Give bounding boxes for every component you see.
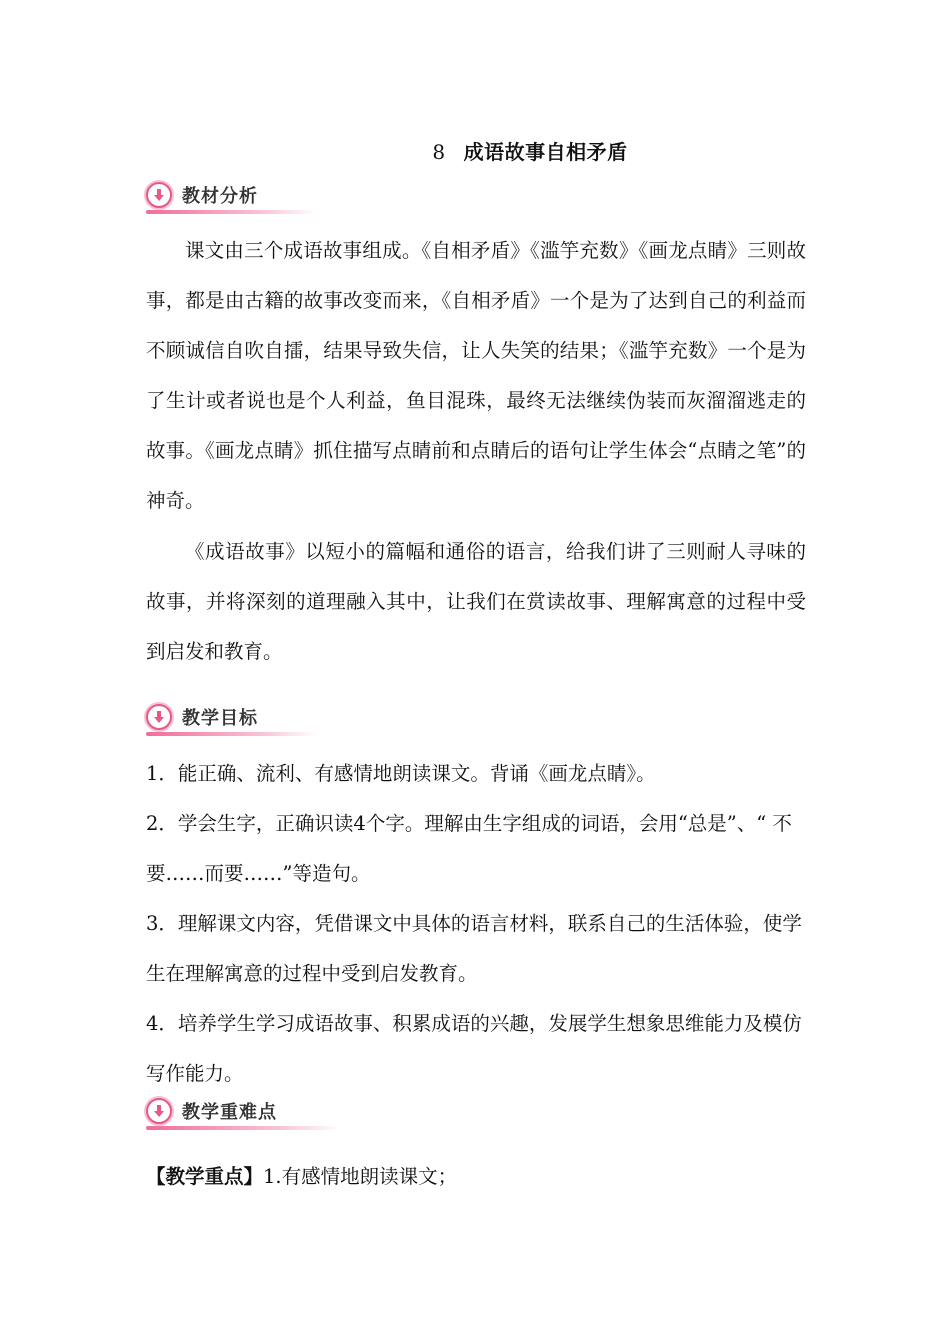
section-header-analysis bbox=[146, 178, 258, 212]
analysis-paragraph-1: 课文由三个成语故事组成。《自相矛盾》《滥竽充数》《画龙点睛》三则故事，都是由古籍的故事改变而来，《自相矛盾》一个是为了达到自己的利益而不顾诚信自吹自擂，结果导致失信，让人失笑的结果；《滥竽充数》一个是为了生计或者说也是个人利益，鱼目混珠，最终无法继续伪装而灰溜溜逃走的故事。《画龙点睛》抓住描写点睛前和点睛后的语句让学生体会“点睛之笔”的神奇。 bbox=[146, 239, 806, 512]
section-title: 教材分析 bbox=[182, 186, 258, 207]
key-point-line bbox=[146, 1152, 457, 1202]
down-arrow-icon bbox=[146, 1098, 172, 1124]
key-point-tag: 【教学重点】 bbox=[146, 1165, 264, 1188]
objective-item: 2．学会生字，正确识读4个字。理解由生字组成的词语，会用“总是”、“ 不要……而要……”等造句。 bbox=[146, 812, 792, 885]
lesson-title: 成语故事自相矛盾 bbox=[463, 140, 628, 164]
section-header-key-points bbox=[146, 1094, 277, 1128]
down-arrow-icon bbox=[146, 704, 172, 730]
section-underline bbox=[146, 732, 316, 736]
objective-item: 4．培养学生学习成语故事、积累成语的兴趣，发展学生想象思维能力及模仿写作能力。 bbox=[146, 1012, 802, 1085]
lesson-number: 8 bbox=[432, 140, 446, 164]
key-point-text: 1.有感情地朗读课文； bbox=[263, 1165, 458, 1188]
section-header-objectives bbox=[146, 700, 258, 734]
section-title: 教学目标 bbox=[182, 708, 258, 729]
objective-item: 1．能正确、流利、有感情地朗读课文。背诵《画龙点睛》。 bbox=[146, 762, 656, 785]
analysis-paragraph-2: 《成语故事》以短小的篇幅和通俗的语言，给我们讲了三则耐人寻味的故事，并将深刻的道理融入其中，让我们在赏读故事、理解寓意的过程中受到启发和教育。 bbox=[146, 540, 806, 663]
section-title: 教学重难点 bbox=[182, 1102, 277, 1123]
section-underline bbox=[146, 1126, 341, 1130]
section-underline bbox=[146, 210, 316, 214]
page-title bbox=[0, 136, 950, 165]
objective-item: 3．理解课文内容，凭借课文中具体的语言材料，联系自己的生活体验，使学生在理解寓意的过程中受到启发教育。 bbox=[146, 912, 802, 985]
down-arrow-icon bbox=[146, 182, 172, 208]
